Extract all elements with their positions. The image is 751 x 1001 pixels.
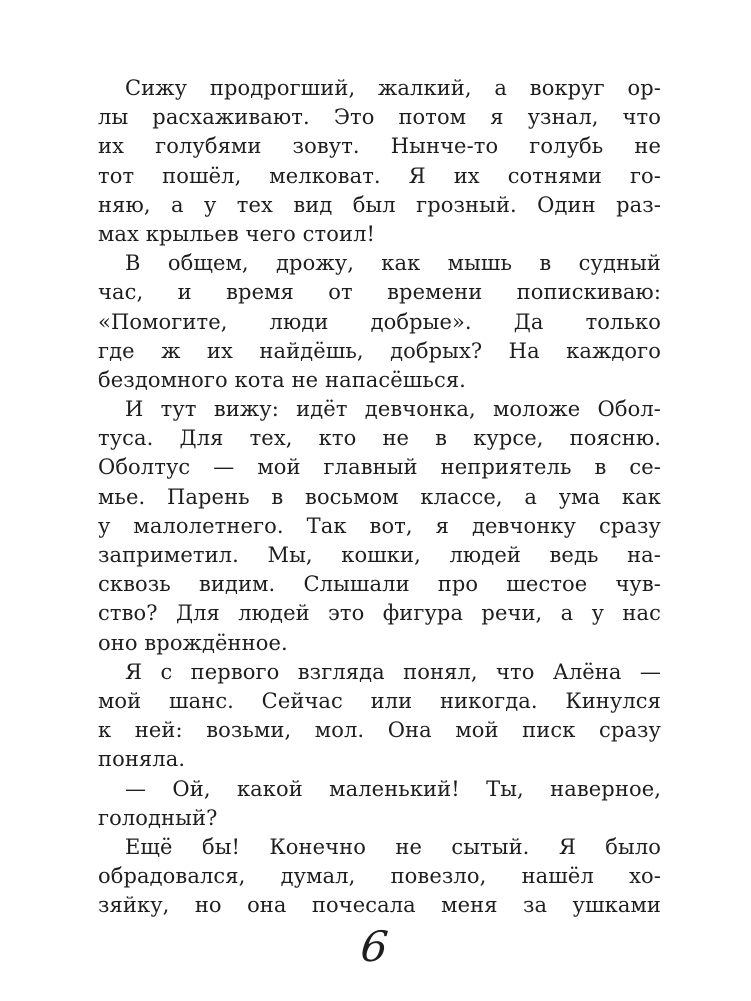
page-body: [98, 74, 661, 920]
text-line: Я с первого взгляда понял, что Алёна —: [125, 659, 661, 684]
text-line: час, и время от времени попискиваю:: [98, 280, 661, 305]
paragraph: [98, 395, 661, 658]
text-line: — Ой, какой маленький! Ты, наверное,: [125, 776, 661, 801]
paragraph: [98, 74, 661, 249]
text-line: у малолетнего. Так вот, я девчонку сразу: [98, 513, 661, 538]
text-line: няю, а у тех вид был грозный. Один раз-: [98, 192, 661, 217]
text-line: обрадовался, думал, повезло, нашёл хо-: [98, 864, 661, 889]
paragraph: [98, 775, 661, 833]
text-line: поняла.: [98, 747, 186, 772]
page-number: 6: [358, 922, 391, 971]
paragraph: [98, 658, 661, 775]
text-line: ство? Для людей это фигура речи, а у нас: [98, 601, 661, 626]
paragraph: [98, 249, 661, 395]
text-line: И тут вижу: идёт девчонка, моложе Обол-: [125, 397, 661, 422]
text-line: заприметил. Мы, кошки, людей ведь на-: [98, 543, 661, 567]
text-line: Сижу продрогший, жалкий, а вокруг ор-: [125, 76, 661, 100]
text-line: к ней: возьми, мол. Она мой писк сразу: [98, 718, 661, 743]
text-line: Ещё бы! Конечно не сытый. Я было: [125, 834, 661, 859]
text-line: сквозь видим. Слышали про шестое чув-: [98, 572, 661, 597]
text-line: их голубями зовут. Нынче-то голубь не: [98, 134, 661, 159]
text-line: зяйку, но она почесала меня за ушками: [98, 893, 661, 918]
paragraph: [98, 833, 661, 921]
text-line: мье. Парень в восьмом классе, а ума как: [98, 484, 661, 509]
text-line: лы расхаживают. Это потом я узнал, что: [98, 105, 661, 130]
text-line: голодный?: [98, 805, 218, 830]
text-line: оно врождённое.: [98, 630, 288, 655]
text-line: тот пошёл, мелковат. Я их сотнями го-: [98, 163, 661, 188]
text-line: «Помогите, люди добрые». Да только: [98, 309, 661, 334]
text-line: туса. Для тех, кто не в курсе, поясню.: [98, 426, 661, 451]
text-line: бездомного кота не напасёшься.: [98, 367, 466, 392]
text-line: где ж их найдёшь, добрых? На каждого: [98, 338, 661, 363]
text-line: мах крыльев чего стоил!: [98, 221, 376, 246]
text-line: В общем, дрожу, как мышь в судный: [125, 251, 661, 276]
text-line: мой шанс. Сейчас или никогда. Кинулся: [98, 688, 661, 713]
text-line: Оболтус — мой главный неприятель в се-: [98, 455, 661, 480]
